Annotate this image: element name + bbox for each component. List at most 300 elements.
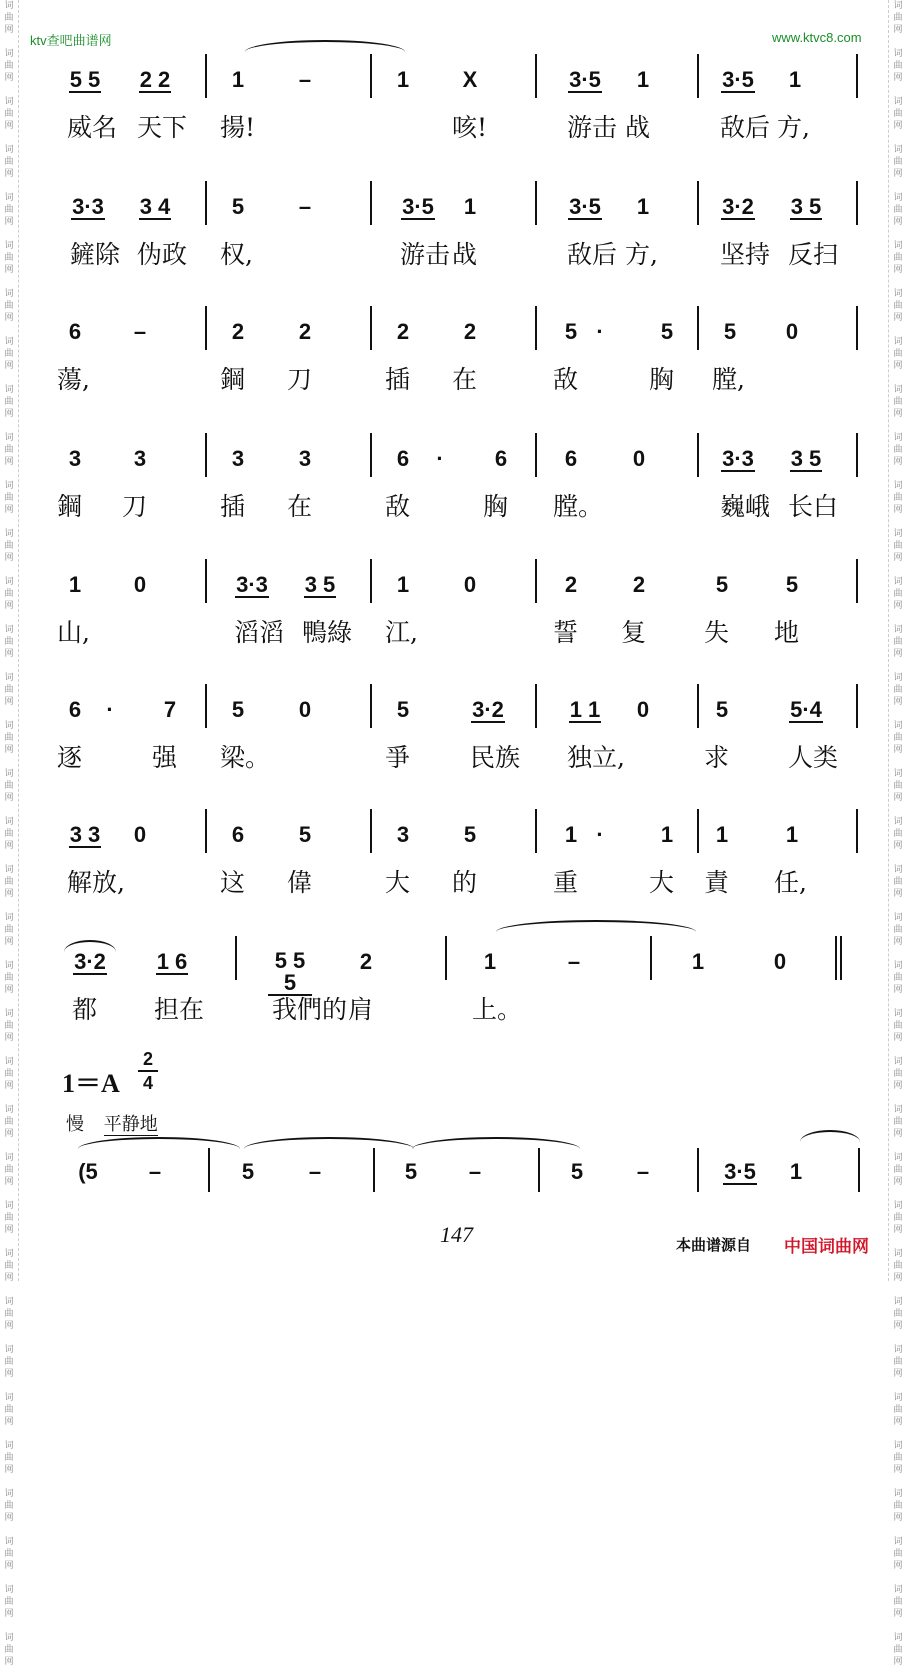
header-right-site[interactable]: www.ktvc8.com <box>772 30 862 45</box>
barline <box>697 809 699 853</box>
note-text: 1 <box>68 572 82 597</box>
lyric: 重 <box>553 868 579 897</box>
lyric: 胸 <box>649 365 675 394</box>
intro-barline <box>373 1148 375 1192</box>
slur <box>78 1137 240 1149</box>
lyric: 刀 <box>122 492 148 521</box>
intro-note-text: – <box>148 1159 162 1184</box>
note-text: 1 <box>231 67 245 92</box>
footer-source-site[interactable]: 中国词曲网 <box>784 1237 869 1257</box>
intro-note <box>226 1160 270 1184</box>
note <box>716 447 760 472</box>
note <box>63 823 107 848</box>
lyric: 方, <box>777 113 810 142</box>
lyric: 咳! <box>452 113 488 142</box>
note-text: 5 <box>660 319 674 344</box>
lyric: 鏟除 <box>70 240 121 269</box>
lyric: 鴨綠 <box>302 618 353 647</box>
lyric: 山, <box>57 618 90 647</box>
note-text: 2 <box>463 319 477 344</box>
lyric: 地 <box>774 618 800 647</box>
note <box>773 68 817 92</box>
note <box>133 68 177 93</box>
intro-note <box>621 1160 665 1184</box>
note-text: 3 <box>133 446 147 471</box>
lyric: 刀 <box>287 365 313 394</box>
note <box>563 195 607 220</box>
intro-note-text: 5 <box>241 1159 255 1184</box>
lyric: 我們的 <box>272 995 348 1024</box>
note-text: 1 <box>660 822 674 847</box>
note <box>784 195 828 220</box>
note-text: 7 <box>163 697 177 722</box>
note <box>53 447 97 471</box>
intro-note <box>555 1160 599 1184</box>
note <box>448 68 492 92</box>
intro-note-text: – <box>468 1159 482 1184</box>
note <box>784 698 828 723</box>
note <box>621 698 665 722</box>
barline <box>856 54 858 98</box>
time-signature-bottom: 4 <box>142 1073 153 1093</box>
barline <box>650 936 652 980</box>
note-text: 5 <box>231 697 245 722</box>
note-text: 6 <box>68 319 82 344</box>
barline <box>535 181 537 225</box>
lyric: 逐 <box>57 743 83 772</box>
note <box>784 447 828 472</box>
lyric: 江, <box>385 618 418 647</box>
note <box>578 320 622 344</box>
barline <box>205 559 207 603</box>
note-text: · <box>596 822 604 847</box>
note-text: 0 <box>785 319 799 344</box>
note-text: 0 <box>463 572 477 597</box>
note <box>118 573 162 597</box>
note <box>578 823 622 847</box>
lyric: 伪政 <box>137 240 188 269</box>
lyric: 强 <box>152 743 178 772</box>
note <box>563 698 607 723</box>
key-label: 1＝A <box>62 1069 120 1098</box>
note-text: 5 <box>463 822 477 847</box>
note-text: 6 <box>396 446 410 471</box>
lyric: 在 <box>287 492 313 521</box>
lyric: 人类 <box>788 743 839 772</box>
note-text: 3·3 <box>722 446 754 471</box>
barline <box>535 559 537 603</box>
barline <box>370 684 372 728</box>
note-text: 3·5 <box>722 67 754 92</box>
intro-note-text: 5 <box>404 1159 418 1184</box>
note <box>621 195 665 219</box>
note <box>549 447 593 471</box>
barline <box>535 433 537 477</box>
tempo-speed: 慢 <box>66 1114 84 1135</box>
note <box>53 573 97 597</box>
note <box>381 573 425 597</box>
note-text: 5 <box>298 822 312 847</box>
intro-note-text: 1 <box>789 1159 803 1184</box>
note-text: 3·5 <box>402 194 434 219</box>
lyric: 誓 <box>553 618 579 647</box>
barline <box>535 306 537 350</box>
lyric: 威名 <box>67 113 118 142</box>
note <box>118 823 162 847</box>
note <box>298 573 342 598</box>
note-text: – <box>567 949 581 974</box>
lyric: 的 <box>452 868 478 897</box>
barline <box>840 936 842 980</box>
lyric: 长白 <box>788 492 839 521</box>
barline <box>535 684 537 728</box>
note-text: 0 <box>298 697 312 722</box>
note <box>479 447 523 471</box>
note <box>216 68 260 92</box>
note <box>230 573 274 598</box>
note-text: 5 <box>231 194 245 219</box>
note <box>448 320 492 344</box>
intro-barline <box>858 1148 860 1192</box>
note-text: 1 <box>691 949 705 974</box>
intro-note-text: 3·5 <box>724 1159 756 1184</box>
note-text: 5 <box>564 319 578 344</box>
note <box>396 195 440 220</box>
note-text: – <box>298 194 312 219</box>
note-text: – <box>298 67 312 92</box>
note <box>63 68 107 93</box>
lyric: 解放, <box>67 868 125 897</box>
lyric: 游击 <box>400 240 451 269</box>
lyric: 滔滔 <box>234 618 285 647</box>
tempo-expression: 平静地 <box>103 1114 158 1135</box>
note <box>344 950 388 974</box>
barline <box>205 809 207 853</box>
intro-barline <box>697 1148 699 1192</box>
intro-note-text: – <box>308 1159 322 1184</box>
note-text: 3 <box>231 446 245 471</box>
note-text: 5 5 <box>69 67 101 92</box>
note <box>716 195 760 220</box>
note <box>758 950 802 974</box>
note <box>381 68 425 92</box>
note-text: 0 <box>133 572 147 597</box>
note-text: 6 <box>494 446 508 471</box>
note-text: · <box>106 697 114 722</box>
lyric: 战 <box>452 240 478 269</box>
lyric: 失 <box>704 618 730 647</box>
barline <box>205 684 207 728</box>
barline <box>697 684 699 728</box>
note-text: 1 <box>715 822 729 847</box>
note-text: 3 <box>396 822 410 847</box>
note-text: · <box>436 446 444 471</box>
lyric: 大 <box>385 868 411 897</box>
intro-note-text: 5 <box>570 1159 584 1184</box>
intro-note <box>293 1160 337 1184</box>
barline <box>856 433 858 477</box>
lyric: 插 <box>220 492 246 521</box>
header-left-site[interactable]: ktv查吧曲谱网 <box>30 33 112 48</box>
barline <box>856 559 858 603</box>
barline <box>205 181 207 225</box>
note <box>468 950 512 974</box>
note-text: 1 <box>564 822 578 847</box>
note <box>621 68 665 92</box>
note <box>283 447 327 471</box>
slur <box>800 1130 860 1142</box>
note <box>66 195 110 220</box>
lyric: 民族 <box>470 743 521 772</box>
lyric: 独立, <box>567 743 625 772</box>
lyric: 上。 <box>472 995 523 1024</box>
lyric: 敌后 <box>567 240 618 269</box>
note-text: 2 <box>359 949 373 974</box>
note <box>53 320 97 344</box>
lyric: 偉 <box>287 868 313 897</box>
page-number: 147 <box>440 1222 473 1247</box>
left-watermark-strip: 词 曲 网 词 曲 网 词 曲 网 词 曲 网 词 曲 网 词 曲 网 词 曲 网 词 曲 网 词 曲 网 词 曲 网 词 曲 网 词 曲 网 词 曲 网 词 曲 网 词 曲 网 词 曲 网 词 曲 网 词 曲 网 词 曲 网 词 曲 网 词 曲 网 词 曲 网 词 曲 网 词 曲 网 词 曲 网 词 曲 网 词 曲 网 词 曲 网 词 曲 网 词 曲 网 词 曲 网 词 曲 网 词 曲 网 词 曲 网 词 曲 网 <box>0 0 19 1281</box>
note-text: 6 <box>68 697 82 722</box>
lyric: 天下 <box>137 113 188 142</box>
note <box>549 573 593 597</box>
note-text: 2 2 <box>139 67 171 92</box>
barline <box>697 433 699 477</box>
intro-note <box>453 1160 497 1184</box>
barline <box>370 559 372 603</box>
note-text: · <box>596 319 604 344</box>
slur <box>412 1137 580 1149</box>
barline <box>370 809 372 853</box>
lyric: 梁。 <box>220 743 271 772</box>
note-text: 1 <box>788 67 802 92</box>
barline <box>235 936 237 980</box>
note-text: 6 <box>231 822 245 847</box>
barline <box>535 809 537 853</box>
note <box>645 823 689 847</box>
lyric: 战 <box>625 113 651 142</box>
note-text: 5 <box>715 572 729 597</box>
note <box>448 195 492 219</box>
note-text: 3·2 <box>472 697 504 722</box>
note <box>381 320 425 344</box>
note <box>283 68 327 92</box>
note-text: 3·5 <box>569 67 601 92</box>
key-signature <box>62 1063 120 1100</box>
note-text: 1 <box>636 194 650 219</box>
lyric: 巍峨 <box>720 492 771 521</box>
barline <box>697 54 699 98</box>
note-text: 5 <box>723 319 737 344</box>
note-text: 3 4 <box>139 194 171 219</box>
lyric: 反扫 <box>788 240 839 269</box>
intro-note <box>718 1160 762 1185</box>
lyric: 敌 <box>553 365 579 394</box>
note <box>148 698 192 722</box>
lyric: 爭 <box>385 743 411 772</box>
barline <box>535 54 537 98</box>
barline <box>370 181 372 225</box>
note-text: – <box>133 319 147 344</box>
note-text: 1 <box>396 67 410 92</box>
note-text: 1 <box>463 194 477 219</box>
slur <box>64 940 116 952</box>
note-text: 3·3 <box>72 194 104 219</box>
note-text: 3 5 <box>304 572 336 597</box>
slur <box>244 1137 414 1149</box>
barline <box>856 684 858 728</box>
note-text: 2 <box>632 572 646 597</box>
note-text: 3 3 <box>69 822 101 847</box>
note-text: 3 <box>68 446 82 471</box>
intro-note <box>133 1160 177 1184</box>
barline <box>835 936 837 980</box>
note-text: 1 6 <box>156 949 188 974</box>
note <box>216 823 260 847</box>
time-signature-top: 2 <box>142 1049 153 1069</box>
note-text: 3·5 <box>569 194 601 219</box>
note <box>118 320 162 344</box>
lyric: 担在 <box>154 995 205 1024</box>
note-text: 6 <box>564 446 578 471</box>
lyric: 坚持 <box>720 240 771 269</box>
intro-note <box>389 1160 433 1184</box>
note <box>88 698 132 722</box>
note-text: 2 <box>396 319 410 344</box>
lyric: 复 <box>621 618 647 647</box>
note-text: 1 <box>785 822 799 847</box>
lyric: 任, <box>774 868 807 897</box>
note <box>563 68 607 93</box>
barline <box>697 181 699 225</box>
note-text: 5·4 <box>790 697 822 722</box>
note-text: 1 1 <box>569 697 601 722</box>
lyric: 权, <box>220 240 253 269</box>
intro-barline <box>208 1148 210 1192</box>
note-text: 3·2 <box>74 949 106 974</box>
note <box>617 573 661 597</box>
note <box>216 195 260 219</box>
note <box>708 320 752 344</box>
slur <box>496 920 696 932</box>
note <box>617 447 661 471</box>
note-text: 2 <box>564 572 578 597</box>
note <box>770 573 814 597</box>
note <box>700 573 744 597</box>
lyric: 游击 <box>567 113 618 142</box>
note-text: 0 <box>632 446 646 471</box>
note-text: 3·3 <box>236 572 268 597</box>
note-text: 1 <box>636 67 650 92</box>
note <box>448 823 492 847</box>
note <box>676 950 720 974</box>
lyric: 膛, <box>712 365 745 394</box>
note <box>466 698 510 723</box>
note <box>216 447 260 471</box>
note-text: 2 <box>298 319 312 344</box>
barline <box>205 433 207 477</box>
barline <box>370 306 372 350</box>
barline <box>370 433 372 477</box>
lyric: 責 <box>704 868 730 897</box>
lyric: 插 <box>385 365 411 394</box>
note-text: 5 5 5 <box>268 950 312 996</box>
intro-note <box>774 1160 818 1184</box>
lyric: 这 <box>220 868 246 897</box>
note <box>552 950 596 974</box>
lyric: 在 <box>452 365 478 394</box>
note <box>381 698 425 722</box>
note <box>283 698 327 722</box>
note <box>381 823 425 847</box>
note-text: 0 <box>636 697 650 722</box>
note <box>216 320 260 344</box>
lyric: 大 <box>649 868 675 897</box>
note-text: 3 5 <box>790 194 822 219</box>
note-text: 1 <box>483 949 497 974</box>
time-signature <box>138 1050 158 1092</box>
note-text: 2 <box>231 319 245 344</box>
intro-note-text: (5 <box>78 1159 98 1184</box>
note <box>283 823 327 847</box>
note-text: 5 <box>396 697 410 722</box>
note-text: 5 <box>715 697 729 722</box>
note <box>770 823 814 847</box>
note <box>118 447 162 471</box>
note-text: 1 <box>396 572 410 597</box>
note <box>283 320 327 344</box>
note <box>700 823 744 847</box>
note-text: 3·2 <box>722 194 754 219</box>
note-text: X <box>462 67 478 92</box>
note <box>68 950 112 975</box>
lyric: 都 <box>72 995 98 1024</box>
intro-barline <box>538 1148 540 1192</box>
barline <box>856 306 858 350</box>
lyric: 揚! <box>220 113 256 142</box>
note <box>150 950 194 975</box>
lyric: 方, <box>625 240 658 269</box>
lyric: 鋼 <box>220 365 246 394</box>
slur <box>245 40 405 52</box>
barline <box>205 54 207 98</box>
barline <box>370 54 372 98</box>
barline <box>205 306 207 350</box>
barline <box>856 181 858 225</box>
note <box>133 195 177 220</box>
note <box>770 320 814 344</box>
intro-note-text: – <box>636 1159 650 1184</box>
note <box>645 320 689 344</box>
footer-source-label: 本曲谱源自 <box>676 1236 752 1254</box>
lyric: 求 <box>704 743 730 772</box>
barline <box>856 809 858 853</box>
barline <box>445 936 447 980</box>
lyric: 敌后 <box>720 113 771 142</box>
note-text: 3 5 <box>790 446 822 471</box>
barline <box>697 306 699 350</box>
lyric: 鋼 <box>57 492 83 521</box>
note-text: 0 <box>133 822 147 847</box>
note-text: 0 <box>773 949 787 974</box>
lyric: 肩 <box>348 995 374 1024</box>
lyric: 蕩, <box>57 365 90 394</box>
note <box>448 573 492 597</box>
note <box>716 68 760 93</box>
lyric: 膛。 <box>553 492 604 521</box>
intro-note <box>66 1160 110 1184</box>
note <box>700 698 744 722</box>
